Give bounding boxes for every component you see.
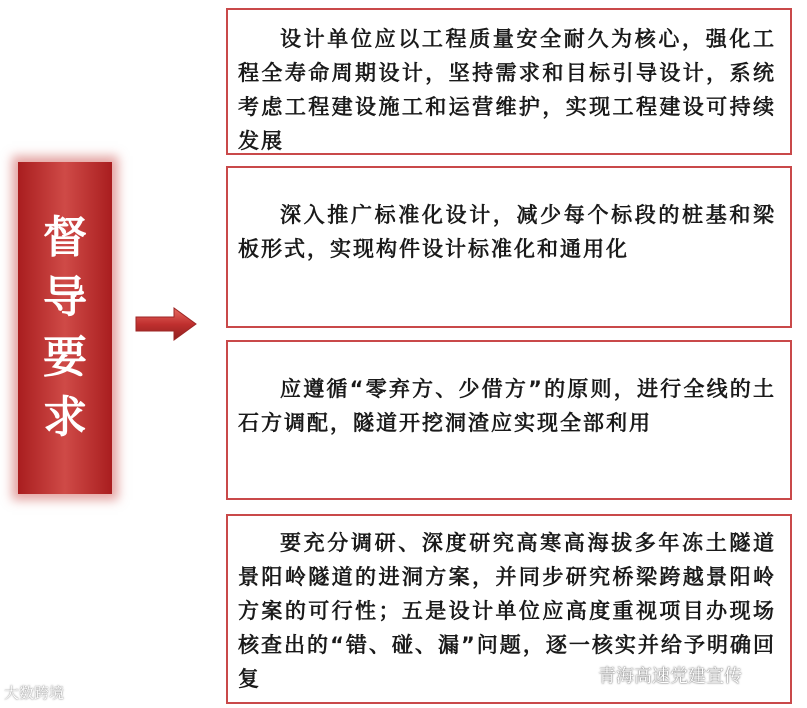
requirement-card-1: 设计单位应以工程质量安全耐久为核心，强化工程全寿命周期设计，坚持需求和目标引导设计，系统考虑工程建设施工和运营维护，实现工程建设可持续发展 (226, 8, 792, 155)
right-arrow-icon (134, 306, 198, 342)
title-text: 督导要求 (43, 212, 87, 443)
requirement-card-2: 深入推广标准化设计，减少每个标段的桩基和梁板形式，实现构件设计标准化和通用化 (226, 166, 792, 328)
requirement-card-3: 应遵循“零弃方、少借方”的原则，进行全线的土石方调配，隧道开挖洞渣应实现全部利用 (226, 340, 792, 500)
watermark-left: 大数跨境 (4, 684, 65, 702)
requirement-card-4: 要充分调研、深度研究高寒高海拔多年冻土隧道景阳岭隧道的进洞方案，并同步研究桥梁跨越景阳岭方案的可行性；五是设计单位应高度重视项目办现场核查出的“错、碰、漏”问题，逐一核实并给予明确回复 (226, 514, 792, 704)
title-box (18, 162, 112, 494)
watermark-right: 青海高速党建宣传 (598, 666, 742, 687)
